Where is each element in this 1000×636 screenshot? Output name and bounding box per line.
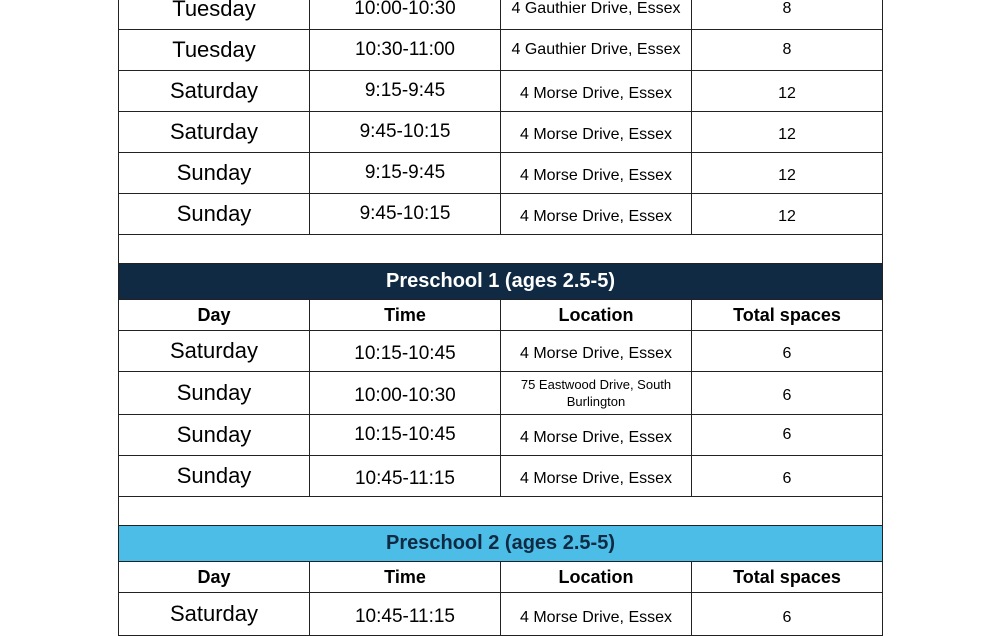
table-row (119, 331, 883, 372)
location-cell: 4 Morse Drive, Essex (501, 153, 692, 194)
spaces-cell: 6 (692, 593, 883, 636)
spaces-cell: 6 (692, 372, 883, 415)
section-banner-preschool-2 (119, 526, 883, 562)
day-cell: Sunday (119, 456, 310, 497)
time-cell: 9:15-9:45 (310, 71, 501, 112)
day-cell: Tuesday (119, 30, 310, 71)
header-row (119, 300, 883, 331)
location-cell: 4 Morse Drive, Essex (501, 456, 692, 497)
header-spaces: Total spaces (692, 562, 883, 593)
table-row (119, 593, 883, 636)
location-cell: 4 Morse Drive, Essex (501, 415, 692, 456)
table-row (119, 30, 883, 71)
table-row (119, 112, 883, 153)
spaces-cell: 6 (692, 331, 883, 372)
header-row (119, 562, 883, 593)
day-cell: Sunday (119, 153, 310, 194)
table-row (119, 415, 883, 456)
spaces-cell: 6 (692, 456, 883, 497)
location-cell: 4 Gauthier Drive, Essex (501, 30, 692, 71)
time-cell: 9:15-9:45 (310, 153, 501, 194)
spacer-row (119, 497, 883, 526)
time-cell: 9:45-10:15 (310, 112, 501, 153)
spaces-cell: 12 (692, 153, 883, 194)
table-row (119, 0, 883, 30)
spaces-cell: 6 (692, 415, 883, 456)
time-cell: 10:45-11:15 (310, 593, 501, 636)
section-title: Preschool 2 (ages 2.5-5) (119, 526, 883, 562)
location-cell: 75 Eastwood Drive, South Burlington (501, 372, 692, 415)
section-title: Preschool 1 (ages 2.5-5) (119, 264, 883, 300)
table-row (119, 71, 883, 112)
header-time: Time (310, 562, 501, 593)
time-cell: 10:00-10:30 (310, 0, 501, 30)
header-time: Time (310, 300, 501, 331)
schedule-table (118, 0, 883, 636)
spaces-cell: 8 (692, 0, 883, 30)
day-cell: Sunday (119, 194, 310, 235)
header-location: Location (501, 300, 692, 331)
table-row (119, 456, 883, 497)
spaces-cell: 8 (692, 30, 883, 71)
day-cell: Saturday (119, 112, 310, 153)
day-cell: Sunday (119, 372, 310, 415)
time-cell: 10:30-11:00 (310, 30, 501, 71)
spaces-cell: 12 (692, 194, 883, 235)
table-row (119, 153, 883, 194)
spaces-cell: 12 (692, 112, 883, 153)
time-cell: 9:45-10:15 (310, 194, 501, 235)
location-cell: 4 Morse Drive, Essex (501, 331, 692, 372)
time-cell: 10:15-10:45 (310, 331, 501, 372)
location-cell: 4 Morse Drive, Essex (501, 593, 692, 636)
location-cell: 4 Morse Drive, Essex (501, 112, 692, 153)
time-cell: 10:15-10:45 (310, 415, 501, 456)
spaces-cell: 12 (692, 71, 883, 112)
time-cell: 10:45-11:15 (310, 456, 501, 497)
location-cell: 4 Morse Drive, Essex (501, 194, 692, 235)
location-cell: 4 Morse Drive, Essex (501, 71, 692, 112)
header-location: Location (501, 562, 692, 593)
table-row (119, 194, 883, 235)
day-cell: Sunday (119, 415, 310, 456)
day-cell: Tuesday (119, 0, 310, 30)
time-cell: 10:00-10:30 (310, 372, 501, 415)
day-cell: Saturday (119, 71, 310, 112)
header-spaces: Total spaces (692, 300, 883, 331)
section-banner-preschool-1 (119, 264, 883, 300)
header-day: Day (119, 300, 310, 331)
location-cell: 4 Gauthier Drive, Essex (501, 0, 692, 30)
spacer-row (119, 235, 883, 264)
day-cell: Saturday (119, 331, 310, 372)
table-row (119, 372, 883, 415)
spacer-cell (119, 235, 883, 264)
day-cell: Saturday (119, 593, 310, 636)
schedule-sheet (118, 0, 883, 636)
spacer-cell (119, 497, 883, 526)
header-day: Day (119, 562, 310, 593)
